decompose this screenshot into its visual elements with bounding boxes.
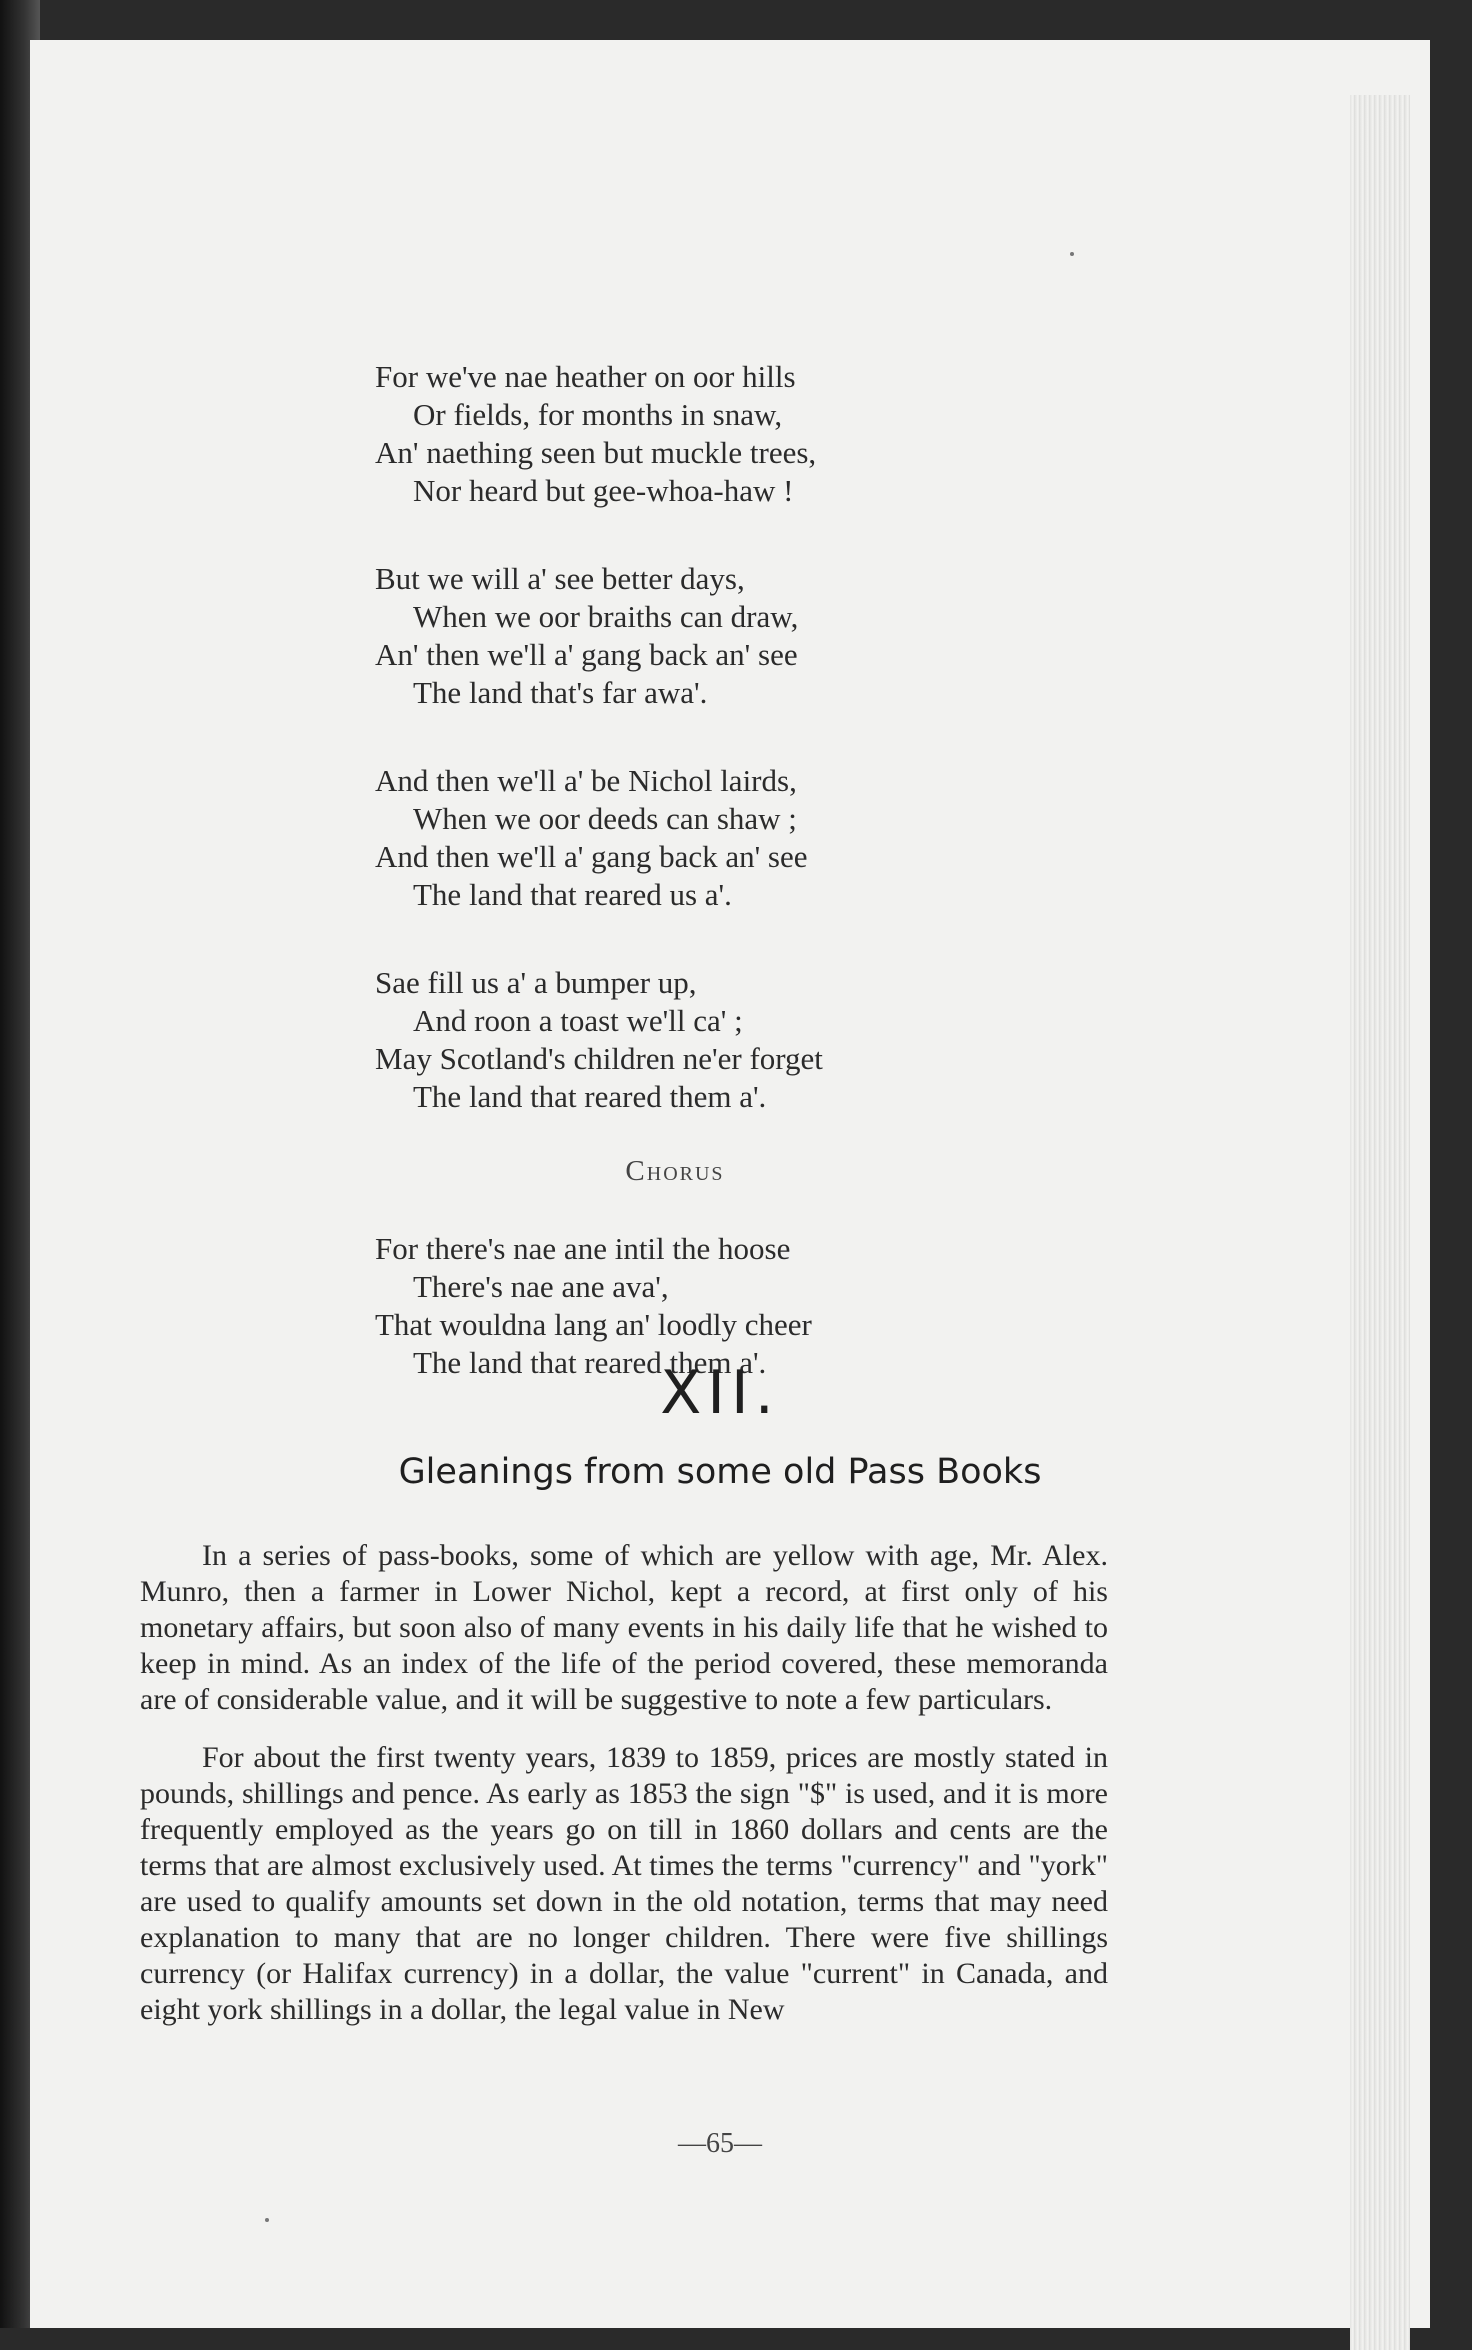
book-page [30, 40, 1430, 2328]
poem-line: Or fields, for months in snaw, [413, 397, 783, 432]
poem-stanza [375, 560, 935, 712]
body-text [140, 1538, 1108, 2050]
poem-line: But we will a' see better days, [375, 561, 745, 596]
poem [375, 358, 935, 1432]
ink-speck [265, 2218, 269, 2222]
poem-line: The land that reared them a'. [413, 1079, 767, 1114]
poem-line: And then we'll a' be Nichol lairds, [375, 763, 797, 798]
poem-stanza [375, 762, 935, 914]
poem-line: And then we'll a' gang back an' see [375, 839, 808, 874]
chapter-number: XII. [660, 1358, 780, 1428]
poem-line: Sae fill us a' a bumper up, [375, 965, 697, 1000]
poem-stanza [375, 358, 935, 510]
poem-line: And roon a toast we'll ca' ; [413, 1003, 743, 1038]
ink-speck [1070, 252, 1074, 256]
poem-line: The land that reared us a'. [413, 877, 732, 912]
poem-line: When we oor braiths can draw, [413, 599, 799, 634]
poem-line: For we've nae heather on oor hills [375, 359, 796, 394]
poem-line: The land that's far awa'. [413, 675, 708, 710]
poem-line: When we oor deeds can shaw ; [413, 801, 797, 836]
page-number: —65— [678, 2128, 762, 2159]
poem-line: The land that reared them a'. [413, 1345, 767, 1380]
poem-line: There's nae ane ava', [413, 1269, 669, 1304]
page-stack-edge [1350, 95, 1410, 2350]
chorus-heading: Chorus [625, 1155, 725, 1187]
poem-line: May Scotland's children ne'er forget [375, 1041, 823, 1076]
poem-stanza [375, 964, 935, 1116]
chapter-title: Gleanings from some old Pass Books [398, 1452, 1042, 1492]
poem-line: Nor heard but gee-whoa-haw ! [413, 473, 794, 508]
poem-line: That wouldna lang an' loodly cheer [375, 1307, 812, 1342]
body-paragraph: In a series of pass-books, some of which are yellow with age, Mr. Alex. Munro, then a farmer in Lower Nichol, kept a record, at first only of his monetary affairs, but soon also of many events in his daily life that he wished to keep in mind. As an index of the life of the period covered, these memoranda are of considerable value, and it will be suggestive to note a few particulars. [140, 1539, 1108, 1716]
body-paragraph: For about the first twenty years, 1839 to 1859, prices are mostly stated in pounds, shillings and pence. As early as 1853 the sign "$" is used, and it is more frequently employed as the years go on till in 1860 dollars and cents are the terms that are almost exclusively used. At times the terms "currency" and "york" are used to qualify amounts set down in the old notation, terms that may need explanation to many that are no longer children. There were five shillings currency (or Halifax currency) in a dollar, the value "current" in Canada, and eight york shillings in a dollar, the legal value in New [140, 1741, 1108, 2026]
poem-line: An' then we'll a' gang back an' see [375, 637, 798, 672]
poem-line: For there's nae ane intil the hoose [375, 1231, 791, 1266]
poem-line: An' naething seen but muckle trees, [375, 435, 817, 470]
